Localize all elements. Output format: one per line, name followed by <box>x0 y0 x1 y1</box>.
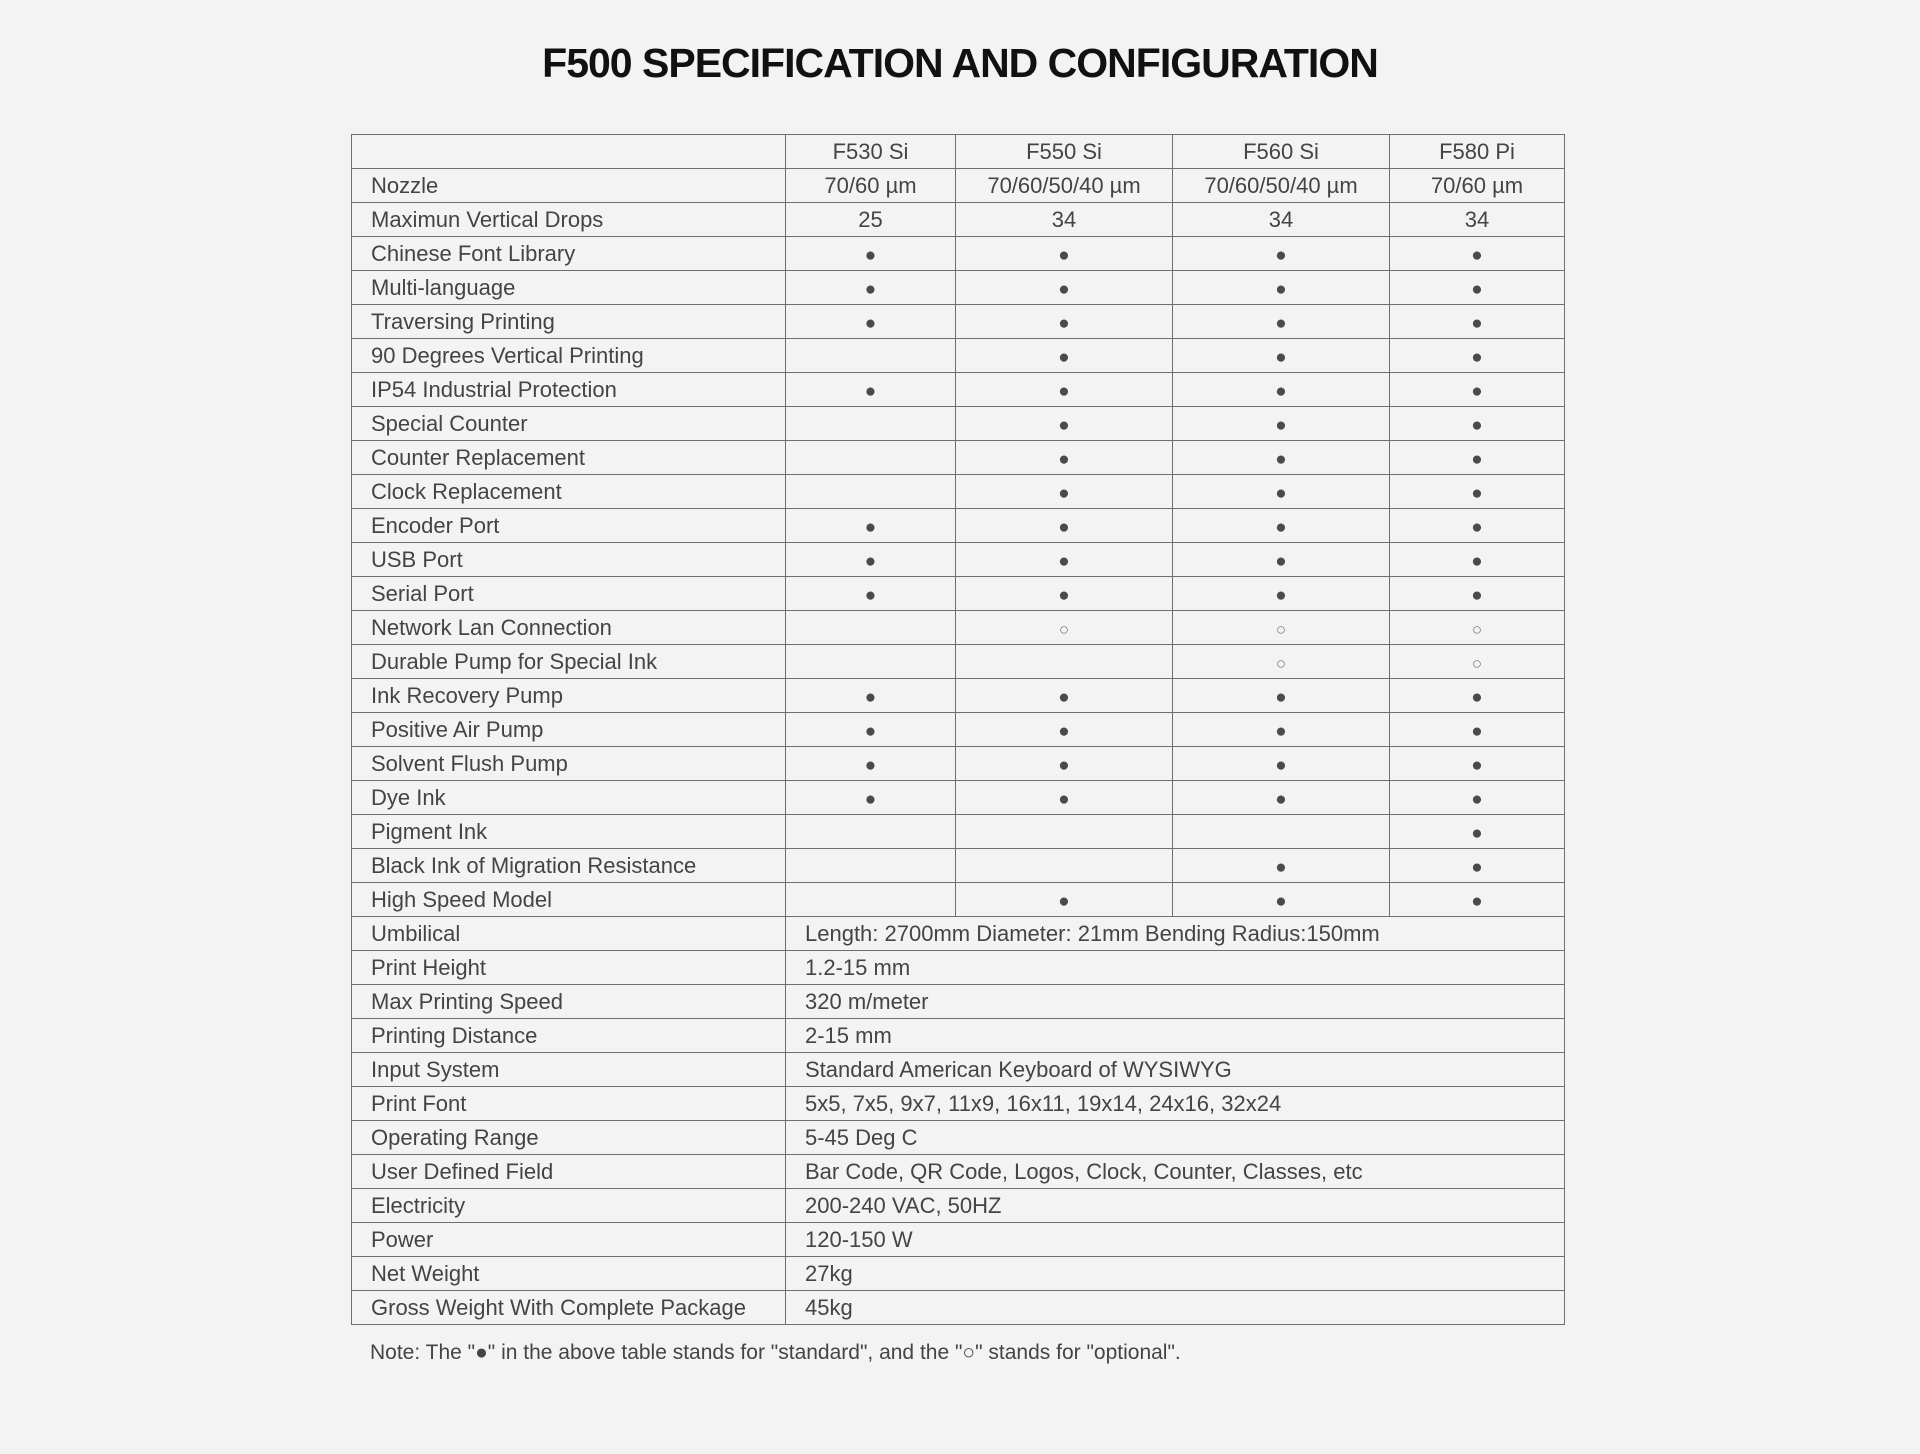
standard-mark <box>1173 271 1390 305</box>
row-label: Encoder Port <box>352 509 786 543</box>
spec-value: 45kg <box>786 1291 1565 1325</box>
row-label: IP54 Industrial Protection <box>352 373 786 407</box>
optional-mark <box>1390 645 1565 679</box>
row-label: Durable Pump for Special Ink <box>352 645 786 679</box>
table-row <box>352 305 1565 339</box>
table-cell: 34 <box>956 203 1173 237</box>
row-label: Positive Air Pump <box>352 713 786 747</box>
standard-mark <box>956 543 1173 577</box>
row-label: Network Lan Connection <box>352 611 786 645</box>
table-row <box>352 951 1565 985</box>
model-header-cell: F550 Si <box>956 135 1173 169</box>
standard-dot-icon: ● <box>1471 516 1483 538</box>
standard-mark <box>1390 849 1565 883</box>
standard-mark <box>1390 679 1565 713</box>
standard-dot-icon: ● <box>864 516 877 538</box>
table-row <box>352 1087 1565 1121</box>
empty-cell <box>956 849 1173 883</box>
table-row <box>352 373 1565 407</box>
row-label: Input System <box>352 1053 786 1087</box>
table-row <box>352 1223 1565 1257</box>
row-label: Nozzle <box>352 169 786 203</box>
standard-dot-icon: ● <box>864 754 877 776</box>
empty-cell <box>786 611 956 645</box>
table-row <box>352 1189 1565 1223</box>
table-row <box>352 169 1565 203</box>
table-row <box>352 1257 1565 1291</box>
standard-mark <box>1173 475 1390 509</box>
spec-value: 200-240 VAC, 50HZ <box>786 1189 1565 1223</box>
standard-mark <box>1390 577 1565 611</box>
empty-cell <box>956 645 1173 679</box>
standard-mark <box>1173 849 1390 883</box>
standard-dot-icon: ● <box>1275 516 1287 538</box>
standard-mark <box>1390 271 1565 305</box>
standard-dot-icon: ● <box>1471 822 1483 844</box>
empty-cell <box>786 441 956 475</box>
optional-circle-icon: ○ <box>1471 619 1483 639</box>
standard-dot-icon: ● <box>1058 890 1070 912</box>
standard-mark <box>1390 883 1565 917</box>
standard-dot-icon: ● <box>1471 720 1483 742</box>
standard-dot-icon: ● <box>1471 448 1483 470</box>
standard-dot-icon: ● <box>1275 890 1287 912</box>
standard-dot-icon: ● <box>1471 482 1483 504</box>
standard-dot-icon: ● <box>1471 278 1483 300</box>
standard-mark <box>956 713 1173 747</box>
standard-dot-icon: ● <box>1275 278 1287 300</box>
standard-mark <box>1390 237 1565 271</box>
standard-dot-icon: ● <box>1058 788 1070 810</box>
standard-mark <box>1390 747 1565 781</box>
standard-mark <box>1173 577 1390 611</box>
row-label: Maximun Vertical Drops <box>352 203 786 237</box>
standard-mark <box>1390 815 1565 849</box>
standard-dot-icon: ● <box>1275 720 1287 742</box>
standard-dot-icon: ● <box>1275 550 1287 572</box>
table-row <box>352 1155 1565 1189</box>
legend-note: Note: The "●" in the above table stands for "standard", and the "○" stands for "optional". <box>370 1341 1181 1364</box>
standard-mark <box>956 883 1173 917</box>
optional-circle-icon: ○ <box>1275 619 1287 639</box>
standard-mark <box>786 679 956 713</box>
empty-cell <box>786 339 956 373</box>
standard-dot-icon: ● <box>1471 890 1483 912</box>
empty-cell <box>786 815 956 849</box>
row-label: Power <box>352 1223 786 1257</box>
standard-mark <box>1173 679 1390 713</box>
standard-dot-icon: ● <box>1275 414 1287 436</box>
table-row <box>352 1019 1565 1053</box>
standard-dot-icon: ● <box>1275 754 1287 776</box>
table-row <box>352 883 1565 917</box>
standard-dot-icon: ● <box>1058 414 1070 436</box>
standard-dot-icon: ● <box>1058 380 1070 402</box>
standard-dot-icon: ● <box>1471 584 1483 606</box>
model-header-cell: F580 Pi <box>1390 135 1565 169</box>
model-header-cell: F560 Si <box>1173 135 1390 169</box>
table-row <box>352 815 1565 849</box>
standard-mark <box>1173 407 1390 441</box>
standard-dot-icon: ● <box>1471 686 1483 708</box>
standard-mark <box>956 441 1173 475</box>
standard-mark <box>1173 373 1390 407</box>
optional-circle-icon: ○ <box>1275 653 1287 673</box>
table-row <box>352 781 1565 815</box>
standard-mark <box>1390 373 1565 407</box>
empty-cell <box>956 815 1173 849</box>
spec-value: 27kg <box>786 1257 1565 1291</box>
standard-dot-icon: ● <box>1471 380 1483 402</box>
standard-dot-icon: ● <box>1471 856 1483 878</box>
standard-mark <box>1173 713 1390 747</box>
standard-mark <box>956 305 1173 339</box>
standard-dot-icon: ● <box>1275 244 1287 266</box>
standard-mark <box>1390 475 1565 509</box>
standard-mark <box>956 237 1173 271</box>
standard-dot-icon: ● <box>864 550 877 572</box>
row-label: High Speed Model <box>352 883 786 917</box>
standard-dot-icon: ● <box>864 686 877 708</box>
standard-dot-icon: ● <box>1275 448 1287 470</box>
standard-dot-icon: ● <box>864 584 877 606</box>
table-cell: 25 <box>786 203 956 237</box>
table-row <box>352 985 1565 1019</box>
standard-dot-icon: ● <box>864 278 877 300</box>
row-label: Print Height <box>352 951 786 985</box>
standard-mark <box>1173 543 1390 577</box>
table-cell: 70/60 µm <box>786 169 956 203</box>
standard-mark <box>786 781 956 815</box>
standard-mark <box>956 339 1173 373</box>
standard-mark <box>1173 441 1390 475</box>
table-cell: 70/60/50/40 µm <box>1173 169 1390 203</box>
standard-dot-icon: ● <box>1275 312 1287 334</box>
header-row <box>352 135 1565 169</box>
standard-mark <box>1390 509 1565 543</box>
spec-value: Length: 2700mm Diameter: 21mm Bending Radius:150mm <box>786 917 1565 951</box>
row-label: Counter Replacement <box>352 441 786 475</box>
standard-dot-icon: ● <box>864 244 877 266</box>
spec-value: 5x5, 7x5, 9x7, 11x9, 16x11, 19x14, 24x16, 32x24 <box>786 1087 1565 1121</box>
standard-mark <box>956 679 1173 713</box>
standard-dot-icon: ● <box>1058 720 1070 742</box>
row-label: Chinese Font Library <box>352 237 786 271</box>
standard-mark <box>1173 883 1390 917</box>
standard-dot-icon: ● <box>1058 312 1070 334</box>
standard-mark <box>786 713 956 747</box>
table-row <box>352 407 1565 441</box>
table-row <box>352 271 1565 305</box>
row-label: Solvent Flush Pump <box>352 747 786 781</box>
table-row <box>352 1291 1565 1325</box>
standard-mark <box>786 543 956 577</box>
table-cell: 70/60 µm <box>1390 169 1565 203</box>
spec-value: 120-150 W <box>786 1223 1565 1257</box>
table-row <box>352 543 1565 577</box>
standard-dot-icon: ● <box>1058 448 1070 470</box>
standard-mark <box>786 509 956 543</box>
row-label: Net Weight <box>352 1257 786 1291</box>
standard-mark <box>956 747 1173 781</box>
table-row <box>352 1053 1565 1087</box>
standard-dot-icon: ● <box>1275 482 1287 504</box>
table-row <box>352 917 1565 951</box>
table-header <box>352 135 1565 169</box>
row-label: Traversing Printing <box>352 305 786 339</box>
optional-mark <box>956 611 1173 645</box>
standard-dot-icon: ● <box>1471 346 1483 368</box>
standard-mark <box>1390 305 1565 339</box>
standard-dot-icon: ● <box>1471 312 1483 334</box>
standard-dot-icon: ● <box>1058 482 1070 504</box>
row-label: Electricity <box>352 1189 786 1223</box>
spec-value: 5-45 Deg C <box>786 1121 1565 1155</box>
table-row <box>352 747 1565 781</box>
standard-dot-icon: ● <box>1275 346 1287 368</box>
table-row <box>352 1121 1565 1155</box>
row-label: Ink Recovery Pump <box>352 679 786 713</box>
standard-mark <box>956 781 1173 815</box>
standard-mark <box>786 373 956 407</box>
table-row <box>352 475 1565 509</box>
standard-mark <box>786 577 956 611</box>
empty-cell <box>786 849 956 883</box>
standard-dot-icon: ● <box>864 720 877 742</box>
row-label: Printing Distance <box>352 1019 786 1053</box>
specification-table <box>351 134 1565 1325</box>
empty-cell <box>786 407 956 441</box>
table-row <box>352 509 1565 543</box>
row-label: Pigment Ink <box>352 815 786 849</box>
table-row <box>352 611 1565 645</box>
standard-mark <box>1390 543 1565 577</box>
empty-cell <box>786 645 956 679</box>
standard-mark <box>786 237 956 271</box>
spec-value: Standard American Keyboard of WYSIWYG <box>786 1053 1565 1087</box>
standard-dot-icon: ● <box>1471 244 1483 266</box>
standard-dot-icon: ● <box>864 312 877 334</box>
row-label: Print Font <box>352 1087 786 1121</box>
standard-dot-icon: ● <box>864 788 877 810</box>
table-row <box>352 203 1565 237</box>
table-cell: 34 <box>1173 203 1390 237</box>
row-label: Special Counter <box>352 407 786 441</box>
standard-dot-icon: ● <box>1275 686 1287 708</box>
row-label: Max Printing Speed <box>352 985 786 1019</box>
standard-dot-icon: ● <box>1275 856 1287 878</box>
standard-mark <box>956 577 1173 611</box>
table-row <box>352 339 1565 373</box>
model-header-cell: F530 Si <box>786 135 956 169</box>
table-row <box>352 645 1565 679</box>
spec-value: 1.2-15 mm <box>786 951 1565 985</box>
standard-mark <box>1173 509 1390 543</box>
standard-dot-icon: ● <box>1471 550 1483 572</box>
spec-value: Bar Code, QR Code, Logos, Clock, Counter, Classes, etc <box>786 1155 1565 1189</box>
spec-value: 2-15 mm <box>786 1019 1565 1053</box>
standard-dot-icon: ● <box>864 380 877 402</box>
standard-mark <box>786 271 956 305</box>
standard-mark <box>1173 339 1390 373</box>
optional-mark <box>1390 611 1565 645</box>
optional-circle-icon: ○ <box>1058 619 1070 639</box>
standard-mark <box>1173 781 1390 815</box>
row-label: Gross Weight With Complete Package <box>352 1291 786 1325</box>
optional-mark <box>1173 611 1390 645</box>
row-label: Black Ink of Migration Resistance <box>352 849 786 883</box>
standard-dot-icon: ● <box>1058 550 1070 572</box>
standard-mark <box>956 407 1173 441</box>
optional-circle-icon: ○ <box>1471 653 1483 673</box>
standard-dot-icon: ● <box>1471 754 1483 776</box>
header-cell-empty <box>352 135 786 169</box>
standard-dot-icon: ● <box>1275 788 1287 810</box>
row-label: USB Port <box>352 543 786 577</box>
standard-mark <box>786 747 956 781</box>
page-title: F500 SPECIFICATION AND CONFIGURATION <box>542 40 1378 86</box>
empty-cell <box>786 883 956 917</box>
standard-dot-icon: ● <box>1058 516 1070 538</box>
row-label: Serial Port <box>352 577 786 611</box>
standard-dot-icon: ● <box>1058 754 1070 776</box>
optional-mark <box>1173 645 1390 679</box>
standard-mark <box>956 271 1173 305</box>
table-row <box>352 441 1565 475</box>
table-row <box>352 849 1565 883</box>
row-label: Operating Range <box>352 1121 786 1155</box>
empty-cell <box>786 475 956 509</box>
table-row <box>352 237 1565 271</box>
empty-cell <box>1173 815 1390 849</box>
standard-mark <box>1390 713 1565 747</box>
standard-dot-icon: ● <box>1058 584 1070 606</box>
standard-dot-icon: ● <box>1058 346 1070 368</box>
standard-mark <box>1390 339 1565 373</box>
table-row <box>352 679 1565 713</box>
standard-dot-icon: ● <box>1471 414 1483 436</box>
standard-mark <box>956 373 1173 407</box>
standard-dot-icon: ● <box>1275 584 1287 606</box>
standard-mark <box>1173 747 1390 781</box>
row-label: Multi-language <box>352 271 786 305</box>
table-row <box>352 577 1565 611</box>
standard-mark <box>1390 407 1565 441</box>
standard-dot-icon: ● <box>1058 278 1070 300</box>
standard-mark <box>956 475 1173 509</box>
standard-mark <box>786 305 956 339</box>
row-label: 90 Degrees Vertical Printing <box>352 339 786 373</box>
table-cell: 34 <box>1390 203 1565 237</box>
row-label: User Defined Field <box>352 1155 786 1189</box>
standard-mark <box>1390 781 1565 815</box>
row-label: Umbilical <box>352 917 786 951</box>
row-label: Dye Ink <box>352 781 786 815</box>
standard-dot-icon: ● <box>1058 686 1070 708</box>
standard-mark <box>1173 237 1390 271</box>
table-row <box>352 713 1565 747</box>
standard-mark <box>1390 441 1565 475</box>
spec-value: 320 m/meter <box>786 985 1565 1019</box>
standard-dot-icon: ● <box>1275 380 1287 402</box>
standard-mark <box>1173 305 1390 339</box>
table-cell: 70/60/50/40 µm <box>956 169 1173 203</box>
table-body <box>352 169 1565 1325</box>
standard-dot-icon: ● <box>1058 244 1070 266</box>
row-label: Clock Replacement <box>352 475 786 509</box>
standard-mark <box>956 509 1173 543</box>
standard-dot-icon: ● <box>1471 788 1483 810</box>
